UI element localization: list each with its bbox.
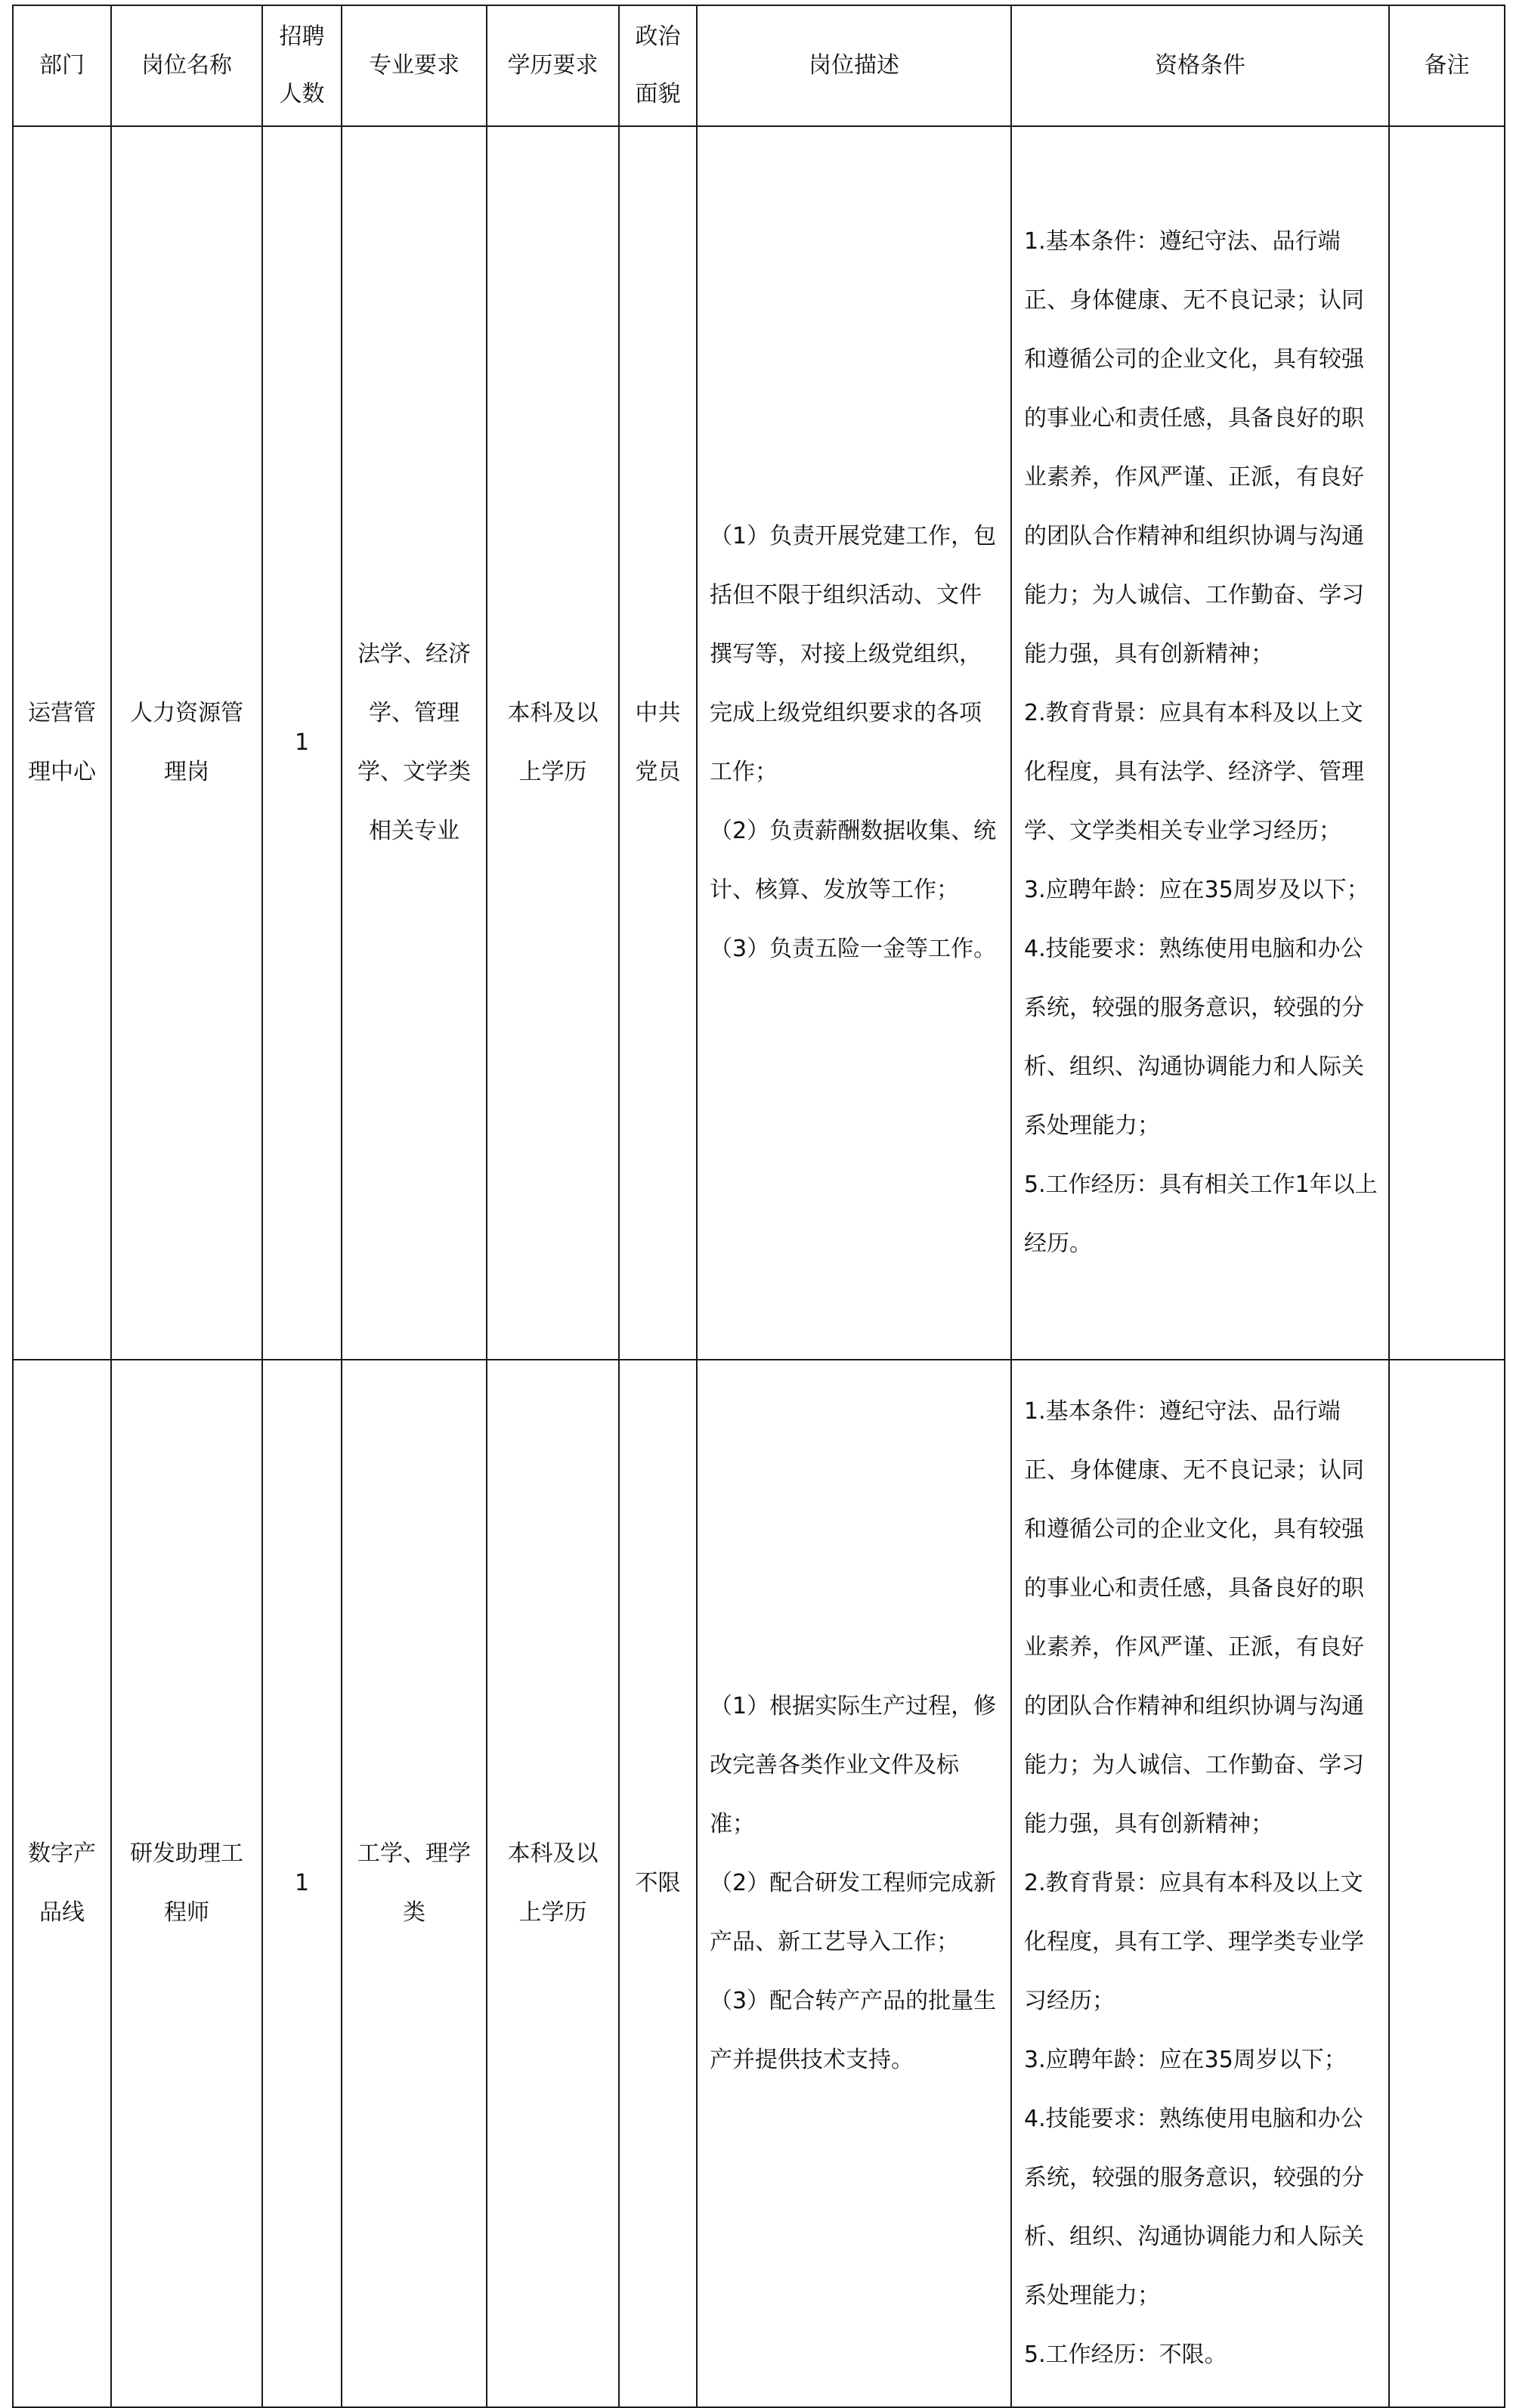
description-item: （1）负责开展党建工作，包括但不限于组织活动、文件撰写等，对接上级党组织，完成上级党组织要求的各项工作； [710,523,997,785]
education-text: 本科及以上学历 [507,700,599,785]
qualification-item: 4.技能要求：熟练使用电脑和办公系统，较强的服务意识，较强的分析、组织、沟通协调能力和人际关系处理能力； [1024,936,1364,1139]
header-major: 专业要求 [342,5,487,126]
qualification-item: 5.工作经历：具有相关工作1年以上经历。 [1024,1172,1378,1257]
qualification-item: 1.基本条件：遵纪守法、品行端正、身体健康、无不良记录；认同和遵循公司的企业文化，具有较强的事业心和责任感，具备良好的职业素养，作风严谨、正派，有良好的团队合作精神和组织协调与沟通能力；为人诚信、工作勤奋、学习能力强，具有创新精神； [1024,228,1364,667]
cell-description [697,126,1011,1360]
table-row [13,1360,1505,2407]
description-item: （3）负责五险一金等工作。 [710,936,997,962]
cell-major [342,1360,487,2407]
cell-education [487,1360,619,2407]
qualification-list [1012,212,1388,1274]
political-text: 不限 [635,1870,681,1896]
cell-political [619,126,697,1360]
cell-notes [1389,1360,1505,2407]
description-item: （3）配合转产产品的批量生产并提供技术支持。 [710,1988,997,2073]
count-text: 1 [294,729,310,756]
qualification-item: 1.基本条件：遵纪守法、品行端正、身体健康、无不良记录；认同和遵循公司的企业文化，具有较强的事业心和责任感，具备良好的职业素养，作风严谨、正派，有良好的团队合作精神和组织协调与沟通能力；为人诚信、工作勤奋、学习能力强，具有创新精神； [1024,1398,1364,1837]
education-text: 本科及以上学历 [507,1840,599,1926]
cell-position [111,1360,262,2407]
cell-position [111,126,262,1360]
header-political [619,5,697,126]
header-education: 学历要求 [487,5,619,126]
cell-qualification [1011,1360,1389,2407]
qualification-item: 4.技能要求：熟练使用电脑和办公系统，较强的服务意识，较强的分析、组织、沟通协调能力和人际关系处理能力； [1024,2106,1364,2309]
qualification-item: 3.应聘年龄：应在35周岁及以下； [1024,877,1369,903]
header-dept: 部门 [13,5,111,126]
qualification-item: 5.工作经历：不限。 [1024,2341,1227,2368]
description-item: （2）负责薪酬数据收集、统计、核算、发放等工作； [710,818,997,903]
job-table [12,5,1505,2408]
cell-dept [13,1360,111,2407]
cell-count [262,1360,342,2407]
table-row [13,126,1505,1360]
cell-dept [13,126,111,1360]
header-position: 岗位名称 [111,5,262,126]
header-description: 岗位描述 [697,5,1011,126]
cell-political [619,1360,697,2407]
description-item: （1）根据实际生产过程，修改完善各类作业文件及标准； [710,1693,997,1837]
position-text: 人力资源管理岗 [130,700,243,785]
major-text: 法学、经济学、管理学、文学类相关专业 [357,641,471,844]
dept-text: 数字产品线 [28,1840,96,1926]
header-row [13,5,1505,126]
position-text: 研发助理工程师 [130,1840,243,1926]
header-count-line2: 人数 [279,81,325,107]
qualification-list [1012,1382,1388,2385]
cell-description [697,1360,1011,2407]
qualification-item: 2.教育背景：应具有本科及以上文化程度，具有工学、理学类专业学习经历； [1024,1870,1364,2014]
cell-major [342,126,487,1360]
header-political-line2: 面貌 [635,81,681,107]
count-text: 1 [294,1870,310,1896]
major-text: 工学、理学类 [357,1840,471,1926]
header-count [262,5,342,126]
header-qualification: 资格条件 [1011,5,1389,126]
header-count-line1: 招聘 [279,23,325,50]
qualification-item: 2.教育背景：应具有本科及以上文化程度，具有法学、经济学、管理学、文学类相关专业学习经历； [1024,700,1364,844]
dept-text: 运营管理中心 [28,700,96,785]
political-text: 中共党员 [635,700,681,785]
description-item: （2）配合研发工程师完成新产品、新工艺导入工作； [710,1870,997,1955]
description-list [698,1677,1010,2090]
cell-count [262,126,342,1360]
qualification-item: 3.应聘年龄：应在35周岁以下； [1024,2047,1347,2073]
cell-qualification [1011,126,1389,1360]
header-notes: 备注 [1389,5,1505,126]
cell-notes [1389,126,1505,1360]
description-list [698,507,1010,979]
cell-education [487,126,619,1360]
header-political-line1: 政治 [635,23,681,50]
